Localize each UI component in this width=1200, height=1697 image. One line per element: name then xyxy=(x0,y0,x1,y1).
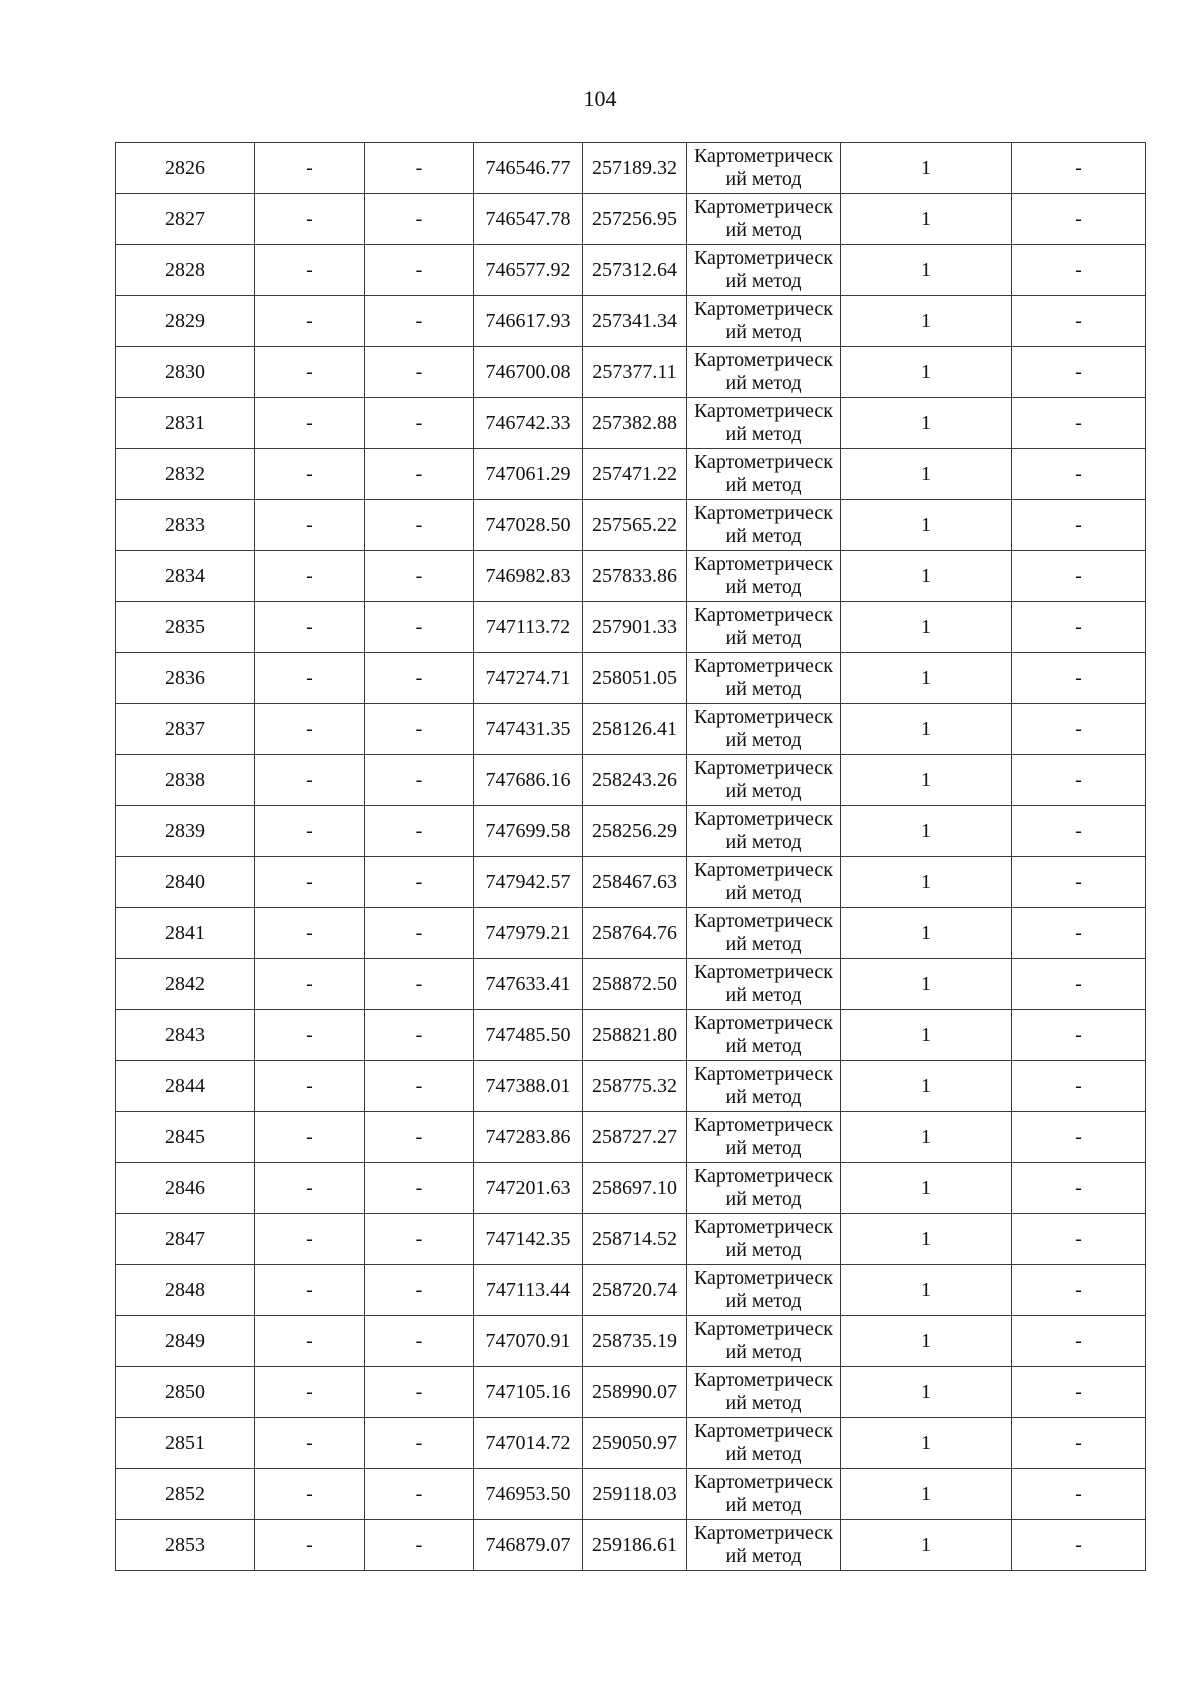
y-coordinate-cell: 258727.27 xyxy=(583,1112,687,1163)
table-row xyxy=(116,1214,1146,1265)
accuracy-cell: 1 xyxy=(841,551,1012,602)
accuracy-cell: 1 xyxy=(841,1112,1012,1163)
accuracy-cell: 1 xyxy=(841,1418,1012,1469)
empty-cell-b: - xyxy=(365,806,474,857)
method-cell: Картометрический метод xyxy=(687,143,841,194)
point-number-cell: 2838 xyxy=(116,755,255,806)
accuracy-cell: 1 xyxy=(841,1469,1012,1520)
empty-cell-a: - xyxy=(255,653,365,704)
method-cell: Картометрический метод xyxy=(687,1163,841,1214)
empty-cell-b: - xyxy=(365,704,474,755)
coordinates-table xyxy=(115,142,1146,1571)
accuracy-cell: 1 xyxy=(841,143,1012,194)
x-coordinate-cell: 747105.16 xyxy=(474,1367,583,1418)
empty-cell-b: - xyxy=(365,398,474,449)
empty-cell-c: - xyxy=(1012,347,1146,398)
y-coordinate-cell: 258126.41 xyxy=(583,704,687,755)
y-coordinate-cell: 257833.86 xyxy=(583,551,687,602)
point-number-cell: 2837 xyxy=(116,704,255,755)
empty-cell-a: - xyxy=(255,1163,365,1214)
x-coordinate-cell: 747942.57 xyxy=(474,857,583,908)
x-coordinate-cell: 747686.16 xyxy=(474,755,583,806)
empty-cell-c: - xyxy=(1012,755,1146,806)
y-coordinate-cell: 257341.34 xyxy=(583,296,687,347)
y-coordinate-cell: 257901.33 xyxy=(583,602,687,653)
point-number-cell: 2850 xyxy=(116,1367,255,1418)
point-number-cell: 2835 xyxy=(116,602,255,653)
point-number-cell: 2851 xyxy=(116,1418,255,1469)
point-number-cell: 2844 xyxy=(116,1061,255,1112)
y-coordinate-cell: 257377.11 xyxy=(583,347,687,398)
empty-cell-b: - xyxy=(365,347,474,398)
empty-cell-b: - xyxy=(365,1112,474,1163)
method-cell: Картометрический метод xyxy=(687,755,841,806)
empty-cell-b: - xyxy=(365,1265,474,1316)
empty-cell-c: - xyxy=(1012,1112,1146,1163)
accuracy-cell: 1 xyxy=(841,245,1012,296)
x-coordinate-cell: 746742.33 xyxy=(474,398,583,449)
point-number-cell: 2843 xyxy=(116,1010,255,1061)
empty-cell-a: - xyxy=(255,500,365,551)
y-coordinate-cell: 258720.74 xyxy=(583,1265,687,1316)
point-number-cell: 2853 xyxy=(116,1520,255,1571)
x-coordinate-cell: 746879.07 xyxy=(474,1520,583,1571)
empty-cell-b: - xyxy=(365,143,474,194)
empty-cell-a: - xyxy=(255,1112,365,1163)
method-cell: Картометрический метод xyxy=(687,959,841,1010)
method-cell: Картометрический метод xyxy=(687,398,841,449)
empty-cell-c: - xyxy=(1012,857,1146,908)
empty-cell-a: - xyxy=(255,1265,365,1316)
accuracy-cell: 1 xyxy=(841,857,1012,908)
accuracy-cell: 1 xyxy=(841,755,1012,806)
point-number-cell: 2846 xyxy=(116,1163,255,1214)
empty-cell-b: - xyxy=(365,602,474,653)
accuracy-cell: 1 xyxy=(841,398,1012,449)
point-number-cell: 2841 xyxy=(116,908,255,959)
empty-cell-b: - xyxy=(365,908,474,959)
point-number-cell: 2828 xyxy=(116,245,255,296)
empty-cell-c: - xyxy=(1012,551,1146,602)
table-row xyxy=(116,1418,1146,1469)
empty-cell-c: - xyxy=(1012,449,1146,500)
empty-cell-a: - xyxy=(255,449,365,500)
empty-cell-c: - xyxy=(1012,1061,1146,1112)
empty-cell-c: - xyxy=(1012,602,1146,653)
method-cell: Картометрический метод xyxy=(687,551,841,602)
empty-cell-a: - xyxy=(255,1061,365,1112)
point-number-cell: 2852 xyxy=(116,1469,255,1520)
accuracy-cell: 1 xyxy=(841,1367,1012,1418)
empty-cell-a: - xyxy=(255,1010,365,1061)
empty-cell-c: - xyxy=(1012,1010,1146,1061)
method-cell: Картометрический метод xyxy=(687,296,841,347)
empty-cell-a: - xyxy=(255,1469,365,1520)
table-row xyxy=(116,1265,1146,1316)
point-number-cell: 2831 xyxy=(116,398,255,449)
empty-cell-a: - xyxy=(255,908,365,959)
table-row xyxy=(116,806,1146,857)
x-coordinate-cell: 746617.93 xyxy=(474,296,583,347)
point-number-cell: 2849 xyxy=(116,1316,255,1367)
empty-cell-b: - xyxy=(365,551,474,602)
empty-cell-b: - xyxy=(365,959,474,1010)
point-number-cell: 2847 xyxy=(116,1214,255,1265)
empty-cell-c: - xyxy=(1012,704,1146,755)
accuracy-cell: 1 xyxy=(841,1163,1012,1214)
y-coordinate-cell: 258735.19 xyxy=(583,1316,687,1367)
empty-cell-b: - xyxy=(365,1214,474,1265)
x-coordinate-cell: 746547.78 xyxy=(474,194,583,245)
table-row xyxy=(116,755,1146,806)
y-coordinate-cell: 259050.97 xyxy=(583,1418,687,1469)
empty-cell-a: - xyxy=(255,1520,365,1571)
table-row xyxy=(116,500,1146,551)
empty-cell-b: - xyxy=(365,857,474,908)
table-row xyxy=(116,398,1146,449)
empty-cell-b: - xyxy=(365,1163,474,1214)
empty-cell-a: - xyxy=(255,1418,365,1469)
accuracy-cell: 1 xyxy=(841,704,1012,755)
table-row xyxy=(116,347,1146,398)
empty-cell-b: - xyxy=(365,194,474,245)
y-coordinate-cell: 258714.52 xyxy=(583,1214,687,1265)
empty-cell-b: - xyxy=(365,653,474,704)
table-row xyxy=(116,1163,1146,1214)
empty-cell-b: - xyxy=(365,500,474,551)
method-cell: Картометрический метод xyxy=(687,857,841,908)
point-number-cell: 2829 xyxy=(116,296,255,347)
y-coordinate-cell: 257382.88 xyxy=(583,398,687,449)
x-coordinate-cell: 747113.72 xyxy=(474,602,583,653)
y-coordinate-cell: 258256.29 xyxy=(583,806,687,857)
accuracy-cell: 1 xyxy=(841,1520,1012,1571)
empty-cell-c: - xyxy=(1012,194,1146,245)
y-coordinate-cell: 258051.05 xyxy=(583,653,687,704)
table-row xyxy=(116,908,1146,959)
empty-cell-c: - xyxy=(1012,1316,1146,1367)
accuracy-cell: 1 xyxy=(841,1214,1012,1265)
point-number-cell: 2827 xyxy=(116,194,255,245)
page-number: 104 xyxy=(583,86,617,111)
empty-cell-b: - xyxy=(365,296,474,347)
accuracy-cell: 1 xyxy=(841,1265,1012,1316)
method-cell: Картометрический метод xyxy=(687,602,841,653)
empty-cell-c: - xyxy=(1012,1214,1146,1265)
empty-cell-a: - xyxy=(255,551,365,602)
accuracy-cell: 1 xyxy=(841,296,1012,347)
empty-cell-a: - xyxy=(255,1367,365,1418)
accuracy-cell: 1 xyxy=(841,449,1012,500)
x-coordinate-cell: 746700.08 xyxy=(474,347,583,398)
empty-cell-a: - xyxy=(255,347,365,398)
table-row xyxy=(116,551,1146,602)
empty-cell-b: - xyxy=(365,1061,474,1112)
method-cell: Картометрический метод xyxy=(687,1418,841,1469)
empty-cell-a: - xyxy=(255,959,365,1010)
empty-cell-c: - xyxy=(1012,1520,1146,1571)
x-coordinate-cell: 747028.50 xyxy=(474,500,583,551)
x-coordinate-cell: 747201.63 xyxy=(474,1163,583,1214)
empty-cell-a: - xyxy=(255,245,365,296)
table-row xyxy=(116,194,1146,245)
y-coordinate-cell: 258872.50 xyxy=(583,959,687,1010)
table-row xyxy=(116,1010,1146,1061)
empty-cell-c: - xyxy=(1012,143,1146,194)
x-coordinate-cell: 746577.92 xyxy=(474,245,583,296)
x-coordinate-cell: 747014.72 xyxy=(474,1418,583,1469)
method-cell: Картометрический метод xyxy=(687,1520,841,1571)
point-number-cell: 2848 xyxy=(116,1265,255,1316)
table-row xyxy=(116,857,1146,908)
accuracy-cell: 1 xyxy=(841,806,1012,857)
empty-cell-a: - xyxy=(255,806,365,857)
table-row xyxy=(116,296,1146,347)
method-cell: Картометрический метод xyxy=(687,449,841,500)
x-coordinate-cell: 746982.83 xyxy=(474,551,583,602)
y-coordinate-cell: 258775.32 xyxy=(583,1061,687,1112)
x-coordinate-cell: 747388.01 xyxy=(474,1061,583,1112)
x-coordinate-cell: 747979.21 xyxy=(474,908,583,959)
y-coordinate-cell: 258243.26 xyxy=(583,755,687,806)
accuracy-cell: 1 xyxy=(841,602,1012,653)
empty-cell-b: - xyxy=(365,1418,474,1469)
method-cell: Картометрический метод xyxy=(687,806,841,857)
y-coordinate-cell: 258821.80 xyxy=(583,1010,687,1061)
y-coordinate-cell: 257565.22 xyxy=(583,500,687,551)
table-row xyxy=(116,1316,1146,1367)
method-cell: Картометрический метод xyxy=(687,194,841,245)
x-coordinate-cell: 747699.58 xyxy=(474,806,583,857)
x-coordinate-cell: 747113.44 xyxy=(474,1265,583,1316)
method-cell: Картометрический метод xyxy=(687,1316,841,1367)
point-number-cell: 2840 xyxy=(116,857,255,908)
accuracy-cell: 1 xyxy=(841,347,1012,398)
method-cell: Картометрический метод xyxy=(687,908,841,959)
y-coordinate-cell: 259118.03 xyxy=(583,1469,687,1520)
method-cell: Картометрический метод xyxy=(687,1214,841,1265)
empty-cell-a: - xyxy=(255,1316,365,1367)
x-coordinate-cell: 747274.71 xyxy=(474,653,583,704)
y-coordinate-cell: 259186.61 xyxy=(583,1520,687,1571)
method-cell: Картометрический метод xyxy=(687,1010,841,1061)
empty-cell-b: - xyxy=(365,1469,474,1520)
accuracy-cell: 1 xyxy=(841,194,1012,245)
accuracy-cell: 1 xyxy=(841,959,1012,1010)
y-coordinate-cell: 257189.32 xyxy=(583,143,687,194)
empty-cell-c: - xyxy=(1012,1367,1146,1418)
empty-cell-a: - xyxy=(255,857,365,908)
empty-cell-c: - xyxy=(1012,1418,1146,1469)
empty-cell-c: - xyxy=(1012,806,1146,857)
accuracy-cell: 1 xyxy=(841,1010,1012,1061)
empty-cell-b: - xyxy=(365,1520,474,1571)
empty-cell-b: - xyxy=(365,1316,474,1367)
point-number-cell: 2826 xyxy=(116,143,255,194)
table-row xyxy=(116,653,1146,704)
empty-cell-b: - xyxy=(365,245,474,296)
point-number-cell: 2845 xyxy=(116,1112,255,1163)
empty-cell-a: - xyxy=(255,143,365,194)
table-row xyxy=(116,704,1146,755)
table-body xyxy=(116,143,1146,1571)
point-number-cell: 2836 xyxy=(116,653,255,704)
method-cell: Картометрический метод xyxy=(687,1367,841,1418)
y-coordinate-cell: 258764.76 xyxy=(583,908,687,959)
point-number-cell: 2832 xyxy=(116,449,255,500)
empty-cell-c: - xyxy=(1012,245,1146,296)
method-cell: Картометрический метод xyxy=(687,653,841,704)
table-row xyxy=(116,1061,1146,1112)
x-coordinate-cell: 747283.86 xyxy=(474,1112,583,1163)
x-coordinate-cell: 747485.50 xyxy=(474,1010,583,1061)
y-coordinate-cell: 258990.07 xyxy=(583,1367,687,1418)
accuracy-cell: 1 xyxy=(841,1061,1012,1112)
y-coordinate-cell: 258697.10 xyxy=(583,1163,687,1214)
point-number-cell: 2834 xyxy=(116,551,255,602)
empty-cell-c: - xyxy=(1012,959,1146,1010)
accuracy-cell: 1 xyxy=(841,908,1012,959)
method-cell: Картометрический метод xyxy=(687,1061,841,1112)
empty-cell-b: - xyxy=(365,1010,474,1061)
table-row xyxy=(116,1367,1146,1418)
table-row xyxy=(116,245,1146,296)
accuracy-cell: 1 xyxy=(841,500,1012,551)
table-row xyxy=(116,602,1146,653)
point-number-cell: 2839 xyxy=(116,806,255,857)
table-row xyxy=(116,1469,1146,1520)
empty-cell-a: - xyxy=(255,704,365,755)
empty-cell-a: - xyxy=(255,296,365,347)
empty-cell-a: - xyxy=(255,602,365,653)
method-cell: Картометрический метод xyxy=(687,1112,841,1163)
x-coordinate-cell: 746953.50 xyxy=(474,1469,583,1520)
y-coordinate-cell: 257312.64 xyxy=(583,245,687,296)
point-number-cell: 2833 xyxy=(116,500,255,551)
empty-cell-b: - xyxy=(365,449,474,500)
method-cell: Картометрический метод xyxy=(687,245,841,296)
x-coordinate-cell: 747070.91 xyxy=(474,1316,583,1367)
y-coordinate-cell: 258467.63 xyxy=(583,857,687,908)
method-cell: Картометрический метод xyxy=(687,704,841,755)
empty-cell-c: - xyxy=(1012,398,1146,449)
empty-cell-a: - xyxy=(255,1214,365,1265)
method-cell: Картометрический метод xyxy=(687,347,841,398)
table-row xyxy=(116,1112,1146,1163)
y-coordinate-cell: 257256.95 xyxy=(583,194,687,245)
x-coordinate-cell: 747142.35 xyxy=(474,1214,583,1265)
empty-cell-c: - xyxy=(1012,653,1146,704)
empty-cell-c: - xyxy=(1012,500,1146,551)
point-number-cell: 2830 xyxy=(116,347,255,398)
x-coordinate-cell: 747061.29 xyxy=(474,449,583,500)
table-row xyxy=(116,449,1146,500)
empty-cell-c: - xyxy=(1012,296,1146,347)
table-row xyxy=(116,143,1146,194)
y-coordinate-cell: 257471.22 xyxy=(583,449,687,500)
table-row xyxy=(116,1520,1146,1571)
method-cell: Картометрический метод xyxy=(687,1265,841,1316)
point-number-cell: 2842 xyxy=(116,959,255,1010)
empty-cell-b: - xyxy=(365,755,474,806)
empty-cell-c: - xyxy=(1012,1469,1146,1520)
method-cell: Картометрический метод xyxy=(687,1469,841,1520)
empty-cell-c: - xyxy=(1012,1163,1146,1214)
table-row xyxy=(116,959,1146,1010)
x-coordinate-cell: 747431.35 xyxy=(474,704,583,755)
x-coordinate-cell: 746546.77 xyxy=(474,143,583,194)
accuracy-cell: 1 xyxy=(841,653,1012,704)
empty-cell-c: - xyxy=(1012,1265,1146,1316)
accuracy-cell: 1 xyxy=(841,1316,1012,1367)
method-cell: Картометрический метод xyxy=(687,500,841,551)
empty-cell-c: - xyxy=(1012,908,1146,959)
empty-cell-b: - xyxy=(365,1367,474,1418)
empty-cell-a: - xyxy=(255,398,365,449)
empty-cell-a: - xyxy=(255,194,365,245)
x-coordinate-cell: 747633.41 xyxy=(474,959,583,1010)
empty-cell-a: - xyxy=(255,755,365,806)
